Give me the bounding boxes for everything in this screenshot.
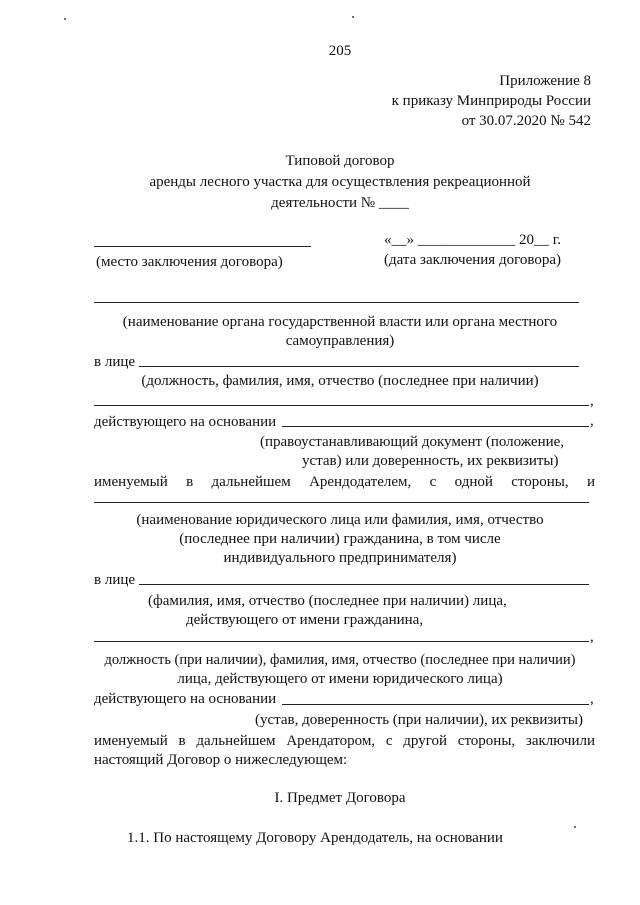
date-caption: (дата заключения договора)	[384, 252, 561, 268]
lessor-organ-blank-line	[94, 302, 579, 303]
order-date-number: от 30.07.2020 № 542	[461, 113, 591, 129]
lessor-organ-caption-cont: самоуправления)	[285, 333, 395, 349]
lessee-name-caption: (наименование юридического лица или фамилия, имя, отчество	[136, 512, 544, 528]
lessee-person-caption-cont: действующего от имени гражданина,	[186, 612, 424, 628]
lessee-named-line	[94, 732, 595, 750]
lessee-position-caption-cont: лица, действующего от имени юридического лица)	[177, 671, 503, 687]
lessor-in-person-label: в лице	[94, 354, 136, 370]
place-caption: (место заключения договора)	[96, 254, 283, 270]
lessor-acting-label: действующего на основании	[94, 414, 277, 430]
scan-speck	[574, 826, 576, 828]
appendix-label: Приложение 8	[499, 73, 591, 89]
scan-speck	[352, 16, 354, 18]
word: в	[178, 733, 186, 749]
lessor-organ-caption: (наименование органа государственной власти или органа местного	[122, 314, 558, 330]
lessee-person-caption: (фамилия, имя, отчество (последнее при наличии) лица,	[148, 593, 507, 609]
lessor-basis-blank-line	[282, 426, 589, 427]
comma: ,	[590, 691, 594, 707]
word: дальнейшем	[211, 474, 291, 490]
lessee-name-blank-line	[94, 502, 589, 503]
word: стороны,	[457, 733, 516, 749]
lessor-representative-blank-line	[139, 366, 579, 367]
lessee-in-person-label: в лице	[94, 572, 136, 588]
lessee-position-caption: должность (при наличии), фамилия, имя, отчество (последнее при наличии)	[104, 652, 576, 668]
comma: ,	[590, 629, 594, 645]
lessee-representative-blank-line	[139, 584, 589, 585]
page-number: 205	[328, 43, 352, 59]
word: стороны,	[511, 474, 569, 490]
word: другой	[403, 733, 448, 749]
document-title: Типовой договор	[285, 153, 395, 169]
lessor-name-blank-line	[94, 405, 589, 406]
clause-1-1: 1.1. По настоящему Договору Арендодатель, на основании	[127, 830, 503, 846]
section-heading: I. Предмет Договора	[274, 790, 406, 806]
lessor-document-caption-cont: устав) или доверенность, их реквизиты)	[302, 453, 559, 469]
word: в	[186, 474, 194, 490]
word: заключили	[525, 733, 595, 749]
document-subtitle: аренды лесного участка для осуществления рекреационной	[149, 174, 531, 190]
word: Арендатором,	[286, 733, 376, 749]
word: Арендодателем,	[309, 474, 412, 490]
lessee-name-caption-end: индивидуального предпринимателя)	[223, 550, 457, 566]
word: именуемый	[94, 733, 168, 749]
comma: ,	[590, 413, 594, 429]
lessee-person-blank-line	[94, 641, 589, 642]
lessee-basis-caption: (устав, доверенность (при наличии), их реквизиты)	[255, 712, 583, 728]
word: именуемый	[94, 474, 168, 490]
lessee-acting-label: действующего на основании	[94, 691, 277, 707]
lessor-document-caption: (правоустанавливающий документ (положение,	[260, 434, 565, 450]
order-reference: к приказу Минприроды России	[391, 93, 591, 109]
contract-concluded-line: настоящий Договор о нижеследующем:	[94, 752, 348, 768]
word: с	[429, 474, 437, 490]
word: с	[385, 733, 393, 749]
lessee-name-caption-cont: (последнее при наличии) гражданина, в том числе	[179, 531, 501, 547]
place-blank-line	[94, 246, 311, 247]
date-field: «__» _____________ 20__ г.	[384, 232, 561, 248]
lessee-basis-blank-line	[282, 704, 589, 705]
word: и	[586, 474, 595, 490]
lessor-position-caption: (должность, фамилия, имя, отчество (последнее при наличии)	[141, 373, 539, 389]
word: одной	[454, 474, 493, 490]
contract-number-line: деятельности № ____	[271, 195, 409, 211]
comma: ,	[590, 393, 594, 409]
scan-speck	[64, 18, 66, 20]
lessor-named-line	[94, 473, 595, 491]
word: дальнейшем	[196, 733, 276, 749]
